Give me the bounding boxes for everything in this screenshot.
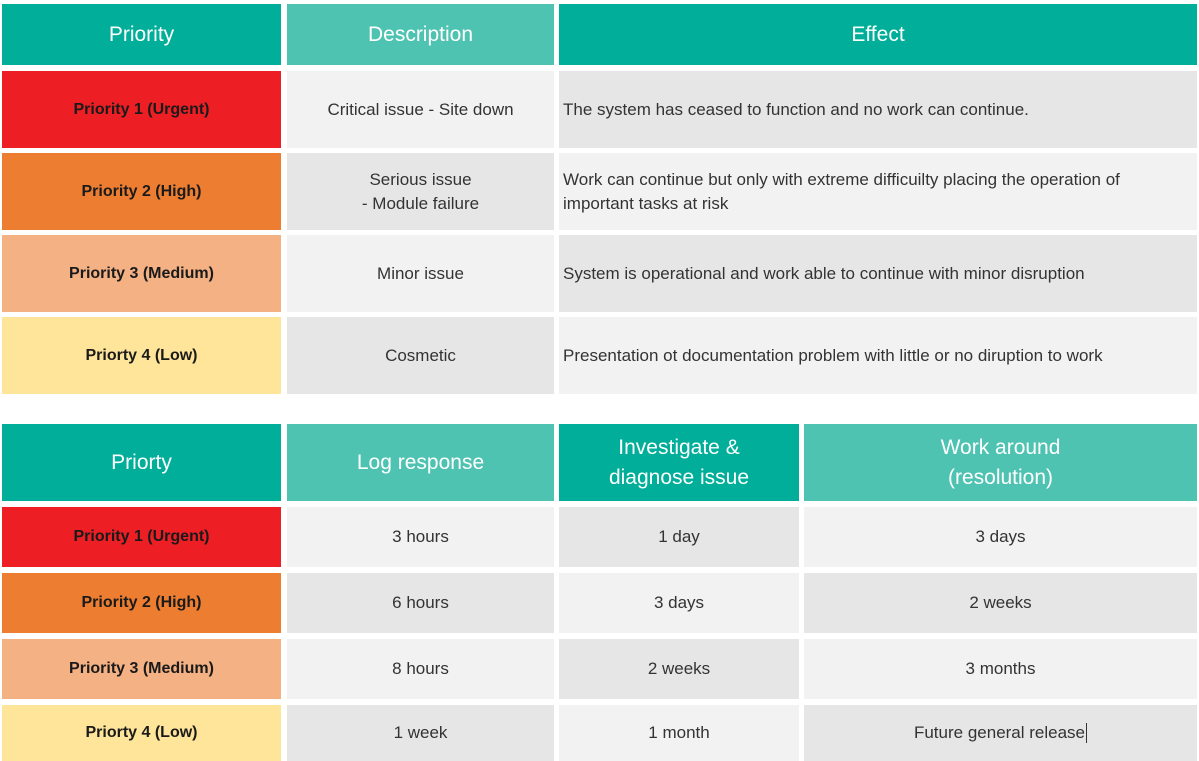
table2-header-investigate-line1: Investigate &: [618, 435, 740, 459]
table2-header-investigate: [559, 424, 799, 501]
table1-description-2-line2: - Module failure: [361, 193, 480, 213]
table2-investigate-1: 1 day: [559, 507, 799, 567]
text-cursor: [1086, 723, 1087, 743]
table1-priority-4: Priorty 4 (Low): [2, 317, 281, 394]
table2-header-workaround-line2: (resolution): [947, 465, 1054, 489]
table2-header-priority: Priorty: [2, 424, 281, 501]
table1-priority-2: Priority 2 (High): [2, 153, 281, 230]
table2-priority-2: Priority 2 (High): [2, 573, 281, 633]
table2-header-investigate-line2: diagnose issue: [608, 465, 750, 489]
table2-priority-1: Priority 1 (Urgent): [2, 507, 281, 567]
table1-priority-1: Priority 1 (Urgent): [2, 71, 281, 148]
table1-description-2-line1: Serious issue: [369, 169, 472, 189]
table1-description-2: [287, 153, 554, 230]
table1-effect-1: The system has ceased to function and no work can continue.: [559, 71, 1197, 148]
table2-workaround-4: Future general release: [913, 723, 1086, 742]
table1-header-description: Description: [287, 4, 554, 65]
table1-effect-3: System is operational and work able to continue with minor disruption: [559, 235, 1197, 312]
table2-workaround-1: 3 days: [804, 507, 1197, 567]
table2-header-log-response: Log response: [287, 424, 554, 501]
table1-priority-3: Priority 3 (Medium): [2, 235, 281, 312]
table1-description-1: Critical issue - Site down: [287, 71, 554, 148]
table2-investigate-4: 1 month: [559, 705, 799, 761]
table2-workaround-2: 2 weeks: [804, 573, 1197, 633]
table1-header-effect: Effect: [559, 4, 1197, 65]
table1-effect-2: Work can continue but only with extreme difficuilty placing the operation of important tasks at risk: [559, 153, 1197, 230]
table2-log-1: 3 hours: [287, 507, 554, 567]
table2-header-workaround-line1: Work around: [940, 435, 1061, 459]
table2-log-3: 8 hours: [287, 639, 554, 699]
table2-workaround-4-cell[interactable]: [804, 705, 1197, 761]
table1-header-priority: Priority: [2, 4, 281, 65]
table1-effect-4: Presentation ot documentation problem with little or no diruption to work: [559, 317, 1197, 394]
table2-workaround-3: 3 months: [804, 639, 1197, 699]
table2-investigate-3: 2 weeks: [559, 639, 799, 699]
table2-priority-3: Priority 3 (Medium): [2, 639, 281, 699]
table2-log-2: 6 hours: [287, 573, 554, 633]
table2-investigate-2: 3 days: [559, 573, 799, 633]
table2-priority-4: Priorty 4 (Low): [2, 705, 281, 761]
table2-header-workaround: [804, 424, 1197, 501]
table2-log-4: 1 week: [287, 705, 554, 761]
table1-description-3: Minor issue: [287, 235, 554, 312]
table1-description-4: Cosmetic: [287, 317, 554, 394]
